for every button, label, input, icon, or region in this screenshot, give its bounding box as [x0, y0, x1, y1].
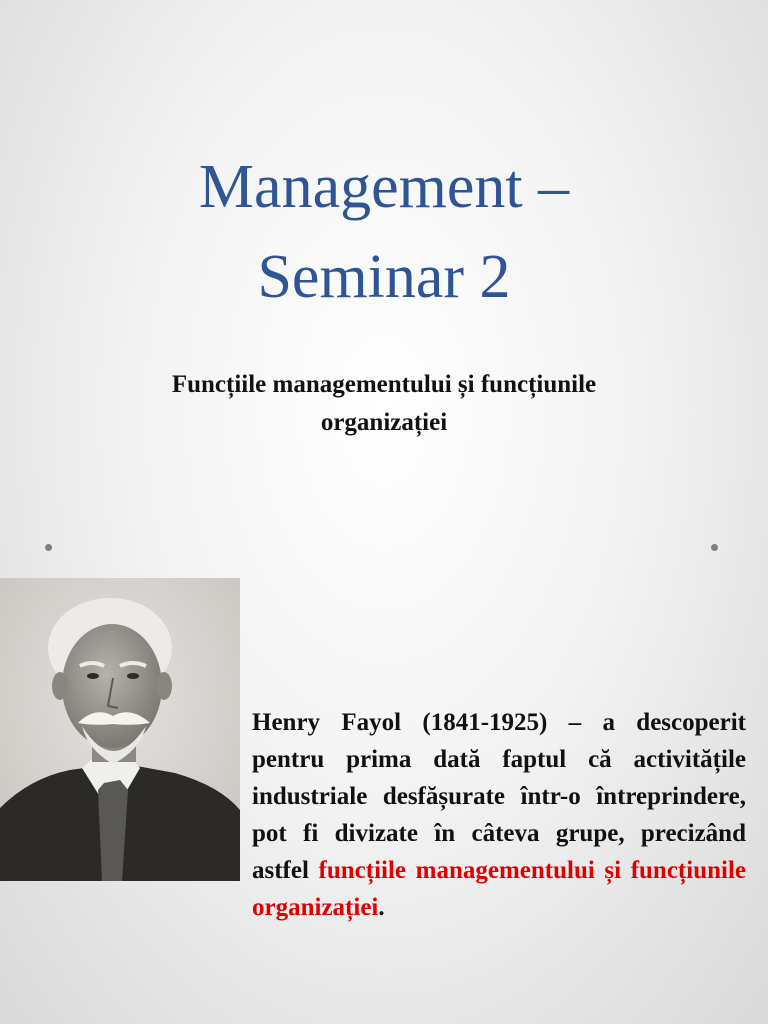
bullet-dot-left-icon	[45, 544, 52, 551]
body-paragraph	[252, 704, 746, 926]
subtitle-line-1: Funcțiile managementului și funcțiunile	[171, 371, 597, 398]
body-text-plain: Henry Fayol (1841-1925) – a descoperit pentru prima dată faptul că activitățile industriale desfășurate într-o întreprindere, pot fi divizate în câteva grupe, precizând astfel	[252, 709, 746, 884]
title-line-1: Management –	[198, 153, 570, 221]
title-line-2: Seminar 2	[257, 243, 511, 311]
bullet-dot-right-icon	[711, 544, 718, 551]
subtitle-line-2: organizației	[320, 409, 448, 436]
body-text-end: .	[378, 894, 385, 921]
slide-subtitle	[60, 366, 708, 442]
body-text-highlight: funcțiile managementului și funcțiunile organizației	[252, 857, 746, 921]
slide-title	[0, 142, 768, 322]
portrait-photo-icon	[0, 578, 240, 881]
